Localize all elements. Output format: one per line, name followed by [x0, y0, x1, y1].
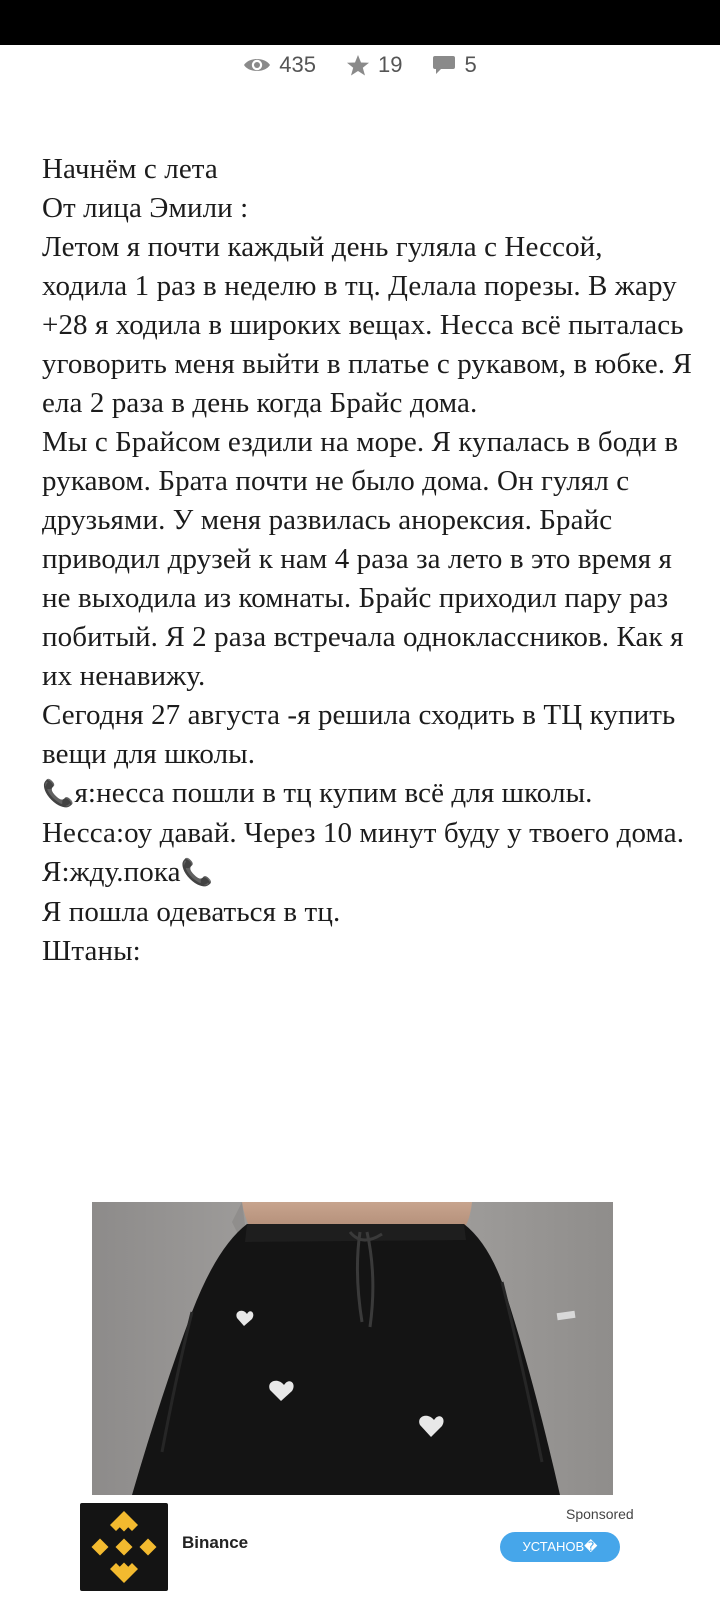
story-paragraph: Я пошла одеваться в тц. — [42, 896, 341, 928]
story-paragraph: Сегодня 27 августа -я решила сходить в ТЦ купить вещи для школы. — [42, 699, 676, 770]
star-icon — [346, 54, 370, 76]
install-button[interactable]: УСТАНОВ� — [500, 1532, 620, 1562]
binance-logo[interactable] — [80, 1503, 168, 1591]
story-paragraph: Мы с Брайсом ездили на море. Я купалась в боди в рукавом. Брата почти не было дома. Он гулял с друзьями. У меня развилась анорексия. Брайс приводил друзей к нам 4 раза за лето в это время я не выходила из комнаты. Брайс приходил пару раз побитый. Я 2 раза встречала одноклассников. Как я их ненавижу. — [42, 426, 684, 692]
ad-app-name[interactable]: Binance — [182, 1533, 249, 1552]
phone-icon: 📞 — [42, 779, 75, 809]
views-stat — [243, 52, 316, 78]
sponsored-label: Sponsored — [566, 1506, 634, 1522]
call-start-text: я:несса пошли в тц купим всё для школы. — [74, 777, 593, 809]
pants-photo — [92, 1202, 613, 1495]
comments-count: 5 — [464, 52, 477, 77]
stars-stat[interactable] — [346, 52, 402, 78]
story-stats — [0, 47, 720, 83]
status-bar — [0, 0, 720, 45]
story-paragraph — [42, 774, 692, 814]
story-paragraph: Несса:оу давай. Через 10 минут буду у твоего дома. — [42, 817, 685, 849]
call-end-text: Я:жду.пока — [42, 856, 181, 888]
story-paragraph — [42, 853, 692, 893]
story-paragraph: Начнём с лета — [42, 153, 218, 185]
story-paragraph: Летом я почти каждый день гуляла с Нессой, ходила 1 раз в неделю в тц. Делала порезы. В жару +28 я ходила в широких вещах. Несса всё пыталась уговорить меня выйти в платье с рукавом, в юбке. Я ела 2 раза в день когда Брайс дома. — [42, 231, 692, 419]
comment-icon — [432, 54, 456, 76]
sponsored-ad[interactable] — [0, 1495, 720, 1600]
story-text — [42, 150, 692, 971]
stars-count: 19 — [377, 52, 403, 77]
views-count: 435 — [279, 52, 316, 77]
phone-icon: 📞 — [180, 858, 214, 888]
story-paragraph: От лица Эмили : — [42, 192, 249, 224]
story-paragraph: Штаны: — [42, 935, 141, 967]
comments-stat[interactable] — [432, 52, 476, 78]
eye-icon — [243, 56, 271, 74]
